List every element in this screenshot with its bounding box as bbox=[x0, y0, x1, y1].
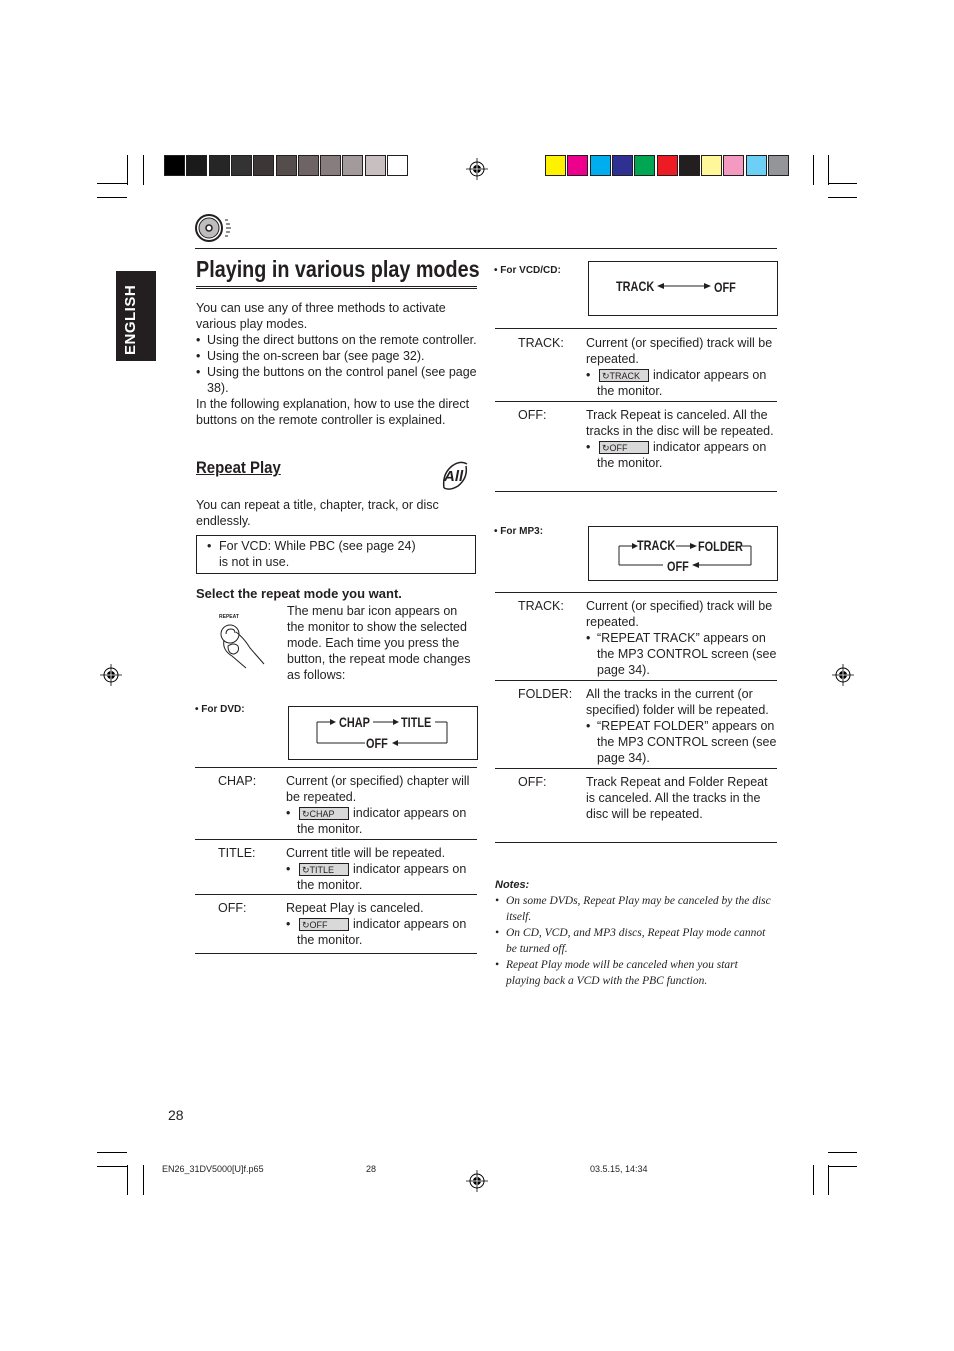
registration-mark-right-icon bbox=[832, 664, 854, 686]
select-heading: Select the repeat mode you want. bbox=[196, 586, 402, 601]
page-title: Playing in various play modes bbox=[196, 256, 480, 282]
color-swatch bbox=[612, 155, 633, 176]
color-swatch bbox=[209, 155, 230, 176]
color-swatch bbox=[342, 155, 363, 176]
color-swatch bbox=[567, 155, 588, 176]
color-swatch bbox=[545, 155, 566, 176]
track-indicator: ↻TRACK bbox=[599, 369, 649, 382]
color-swatch bbox=[746, 155, 767, 176]
intro-bullet: • Using the direct buttons on the remote controller. bbox=[196, 333, 477, 347]
intro-section bbox=[196, 300, 480, 428]
color-swatch bbox=[768, 155, 789, 176]
select-desc: The menu bar icon appears on the monitor to show the selected mode. Each time you press the button, the repeat mode changes as follows: bbox=[287, 604, 471, 682]
note-item: • On some DVDs, Repeat Play may be canceled by the disc itself. bbox=[495, 895, 771, 923]
note-item: • On CD, VCD, and MP3 discs, Repeat Play mode cannot be turned off. bbox=[495, 927, 766, 955]
vcd-table-rule bbox=[495, 328, 777, 329]
registration-mark-bottom-icon bbox=[466, 1170, 488, 1192]
title-rule bbox=[196, 286, 477, 287]
dvd-table-rule bbox=[195, 839, 477, 840]
mp3-label: • For MP3: bbox=[494, 526, 544, 537]
header-rule bbox=[195, 248, 777, 249]
color-swatch bbox=[387, 155, 408, 176]
repeat-button-label: REPEAT bbox=[219, 614, 239, 620]
color-swatch bbox=[657, 155, 678, 176]
color-swatch bbox=[320, 155, 341, 176]
footer-page: 28 bbox=[366, 1164, 377, 1174]
vcd-table-rule bbox=[495, 491, 777, 492]
color-swatch bbox=[231, 155, 252, 176]
footer-date: 03.5.15, 14:34 bbox=[590, 1164, 648, 1174]
intro-tail: In the following explanation, how to use the direct buttons on the remote controller is explained. bbox=[196, 397, 470, 427]
registration-mark-left-icon bbox=[100, 664, 122, 686]
footer-file: EN26_31DV5000[U]f.p65 bbox=[162, 1164, 264, 1174]
dvd-row-key: CHAP: bbox=[218, 774, 257, 788]
color-swatch bbox=[186, 155, 207, 176]
intro-bullet: • Using the on-screen bar (see page 32). bbox=[196, 349, 425, 363]
color-swatch bbox=[679, 155, 700, 176]
off-indicator: ↻OFF bbox=[599, 441, 649, 454]
vcd-note-box: • For VCD: While PBC (see page 24) is not in use. bbox=[196, 535, 476, 574]
color-swatch bbox=[276, 155, 297, 176]
disc-icon bbox=[195, 213, 237, 243]
notes-heading: Notes: bbox=[495, 879, 530, 891]
language-tab-label: ENGLISH bbox=[122, 284, 139, 355]
note-item: • Repeat Play mode will be canceled when you start playing back a VCD with the PBC function. bbox=[495, 959, 738, 987]
language-tab bbox=[116, 271, 156, 361]
repeat-heading: Repeat Play bbox=[196, 458, 281, 477]
intro-bullet: • Using the buttons on the control panel (see page 38). bbox=[196, 365, 477, 395]
color-swatch bbox=[298, 155, 319, 176]
mp3-table-rule bbox=[495, 680, 777, 681]
chap-indicator: ↻CHAP bbox=[299, 807, 349, 820]
dvd-mode-diagram bbox=[288, 706, 478, 760]
color-swatch bbox=[701, 155, 722, 176]
color-swatch bbox=[164, 155, 185, 176]
repeat-button-illustration bbox=[214, 612, 270, 670]
mp3-table-rule bbox=[495, 592, 777, 593]
dvd-diagram-off: OFF bbox=[366, 735, 388, 751]
dvd-label: • For DVD: bbox=[195, 704, 245, 715]
page-number: 28 bbox=[168, 1107, 184, 1123]
color-swatch bbox=[253, 155, 274, 176]
color-swatch bbox=[365, 155, 386, 176]
color-swatch bbox=[590, 155, 611, 176]
dvd-table-rule bbox=[195, 767, 477, 768]
dvd-table-rule bbox=[195, 953, 477, 954]
dvd-table-rule bbox=[195, 894, 477, 895]
repeat-desc: You can repeat a title, chapter, track, or disc endlessly. bbox=[196, 498, 439, 528]
off-indicator: ↻OFF bbox=[299, 918, 349, 931]
notes-section bbox=[495, 877, 775, 989]
registration-mark-top-icon bbox=[466, 158, 488, 180]
vcd-label: • For VCD/CD: bbox=[494, 265, 561, 276]
title-rule-2 bbox=[196, 288, 477, 289]
dvd-diagram-title: TITLE bbox=[401, 714, 432, 730]
vcd-mode-diagram: TRACK OFF bbox=[588, 261, 778, 316]
mp3-table-rule bbox=[495, 768, 777, 769]
vcd-table-rule bbox=[495, 401, 777, 402]
mp3-mode-diagram: TRACK FOLDER OFF bbox=[588, 526, 778, 581]
intro-lead: You can use any of three methods to activate various play modes. bbox=[196, 301, 446, 331]
repeat-all-icon: All bbox=[440, 460, 470, 492]
color-swatch bbox=[634, 155, 655, 176]
title-indicator: ↻TITLE bbox=[299, 863, 349, 876]
mp3-table-rule bbox=[495, 842, 777, 843]
dvd-diagram-chap: CHAP bbox=[339, 714, 370, 730]
color-swatch bbox=[723, 155, 744, 176]
